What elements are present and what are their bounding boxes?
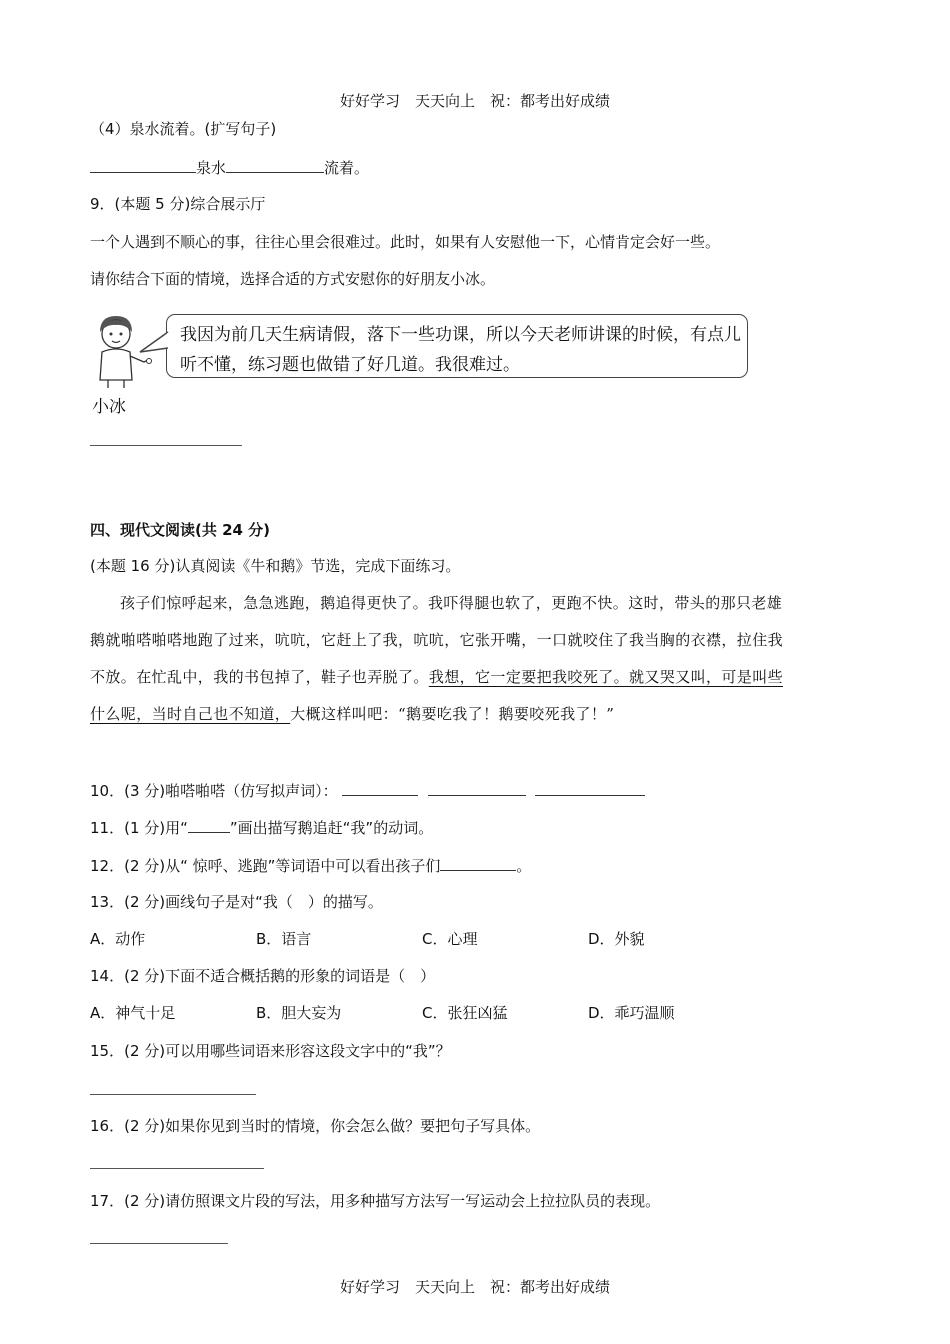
page-footer: 好好学习 天天向上 祝：都考出好成绩 [339, 1278, 610, 1296]
q9-line1: 一个人遇到不顺心的事，往往心里会很难过。此时，如果有人安慰他一下，心情肯定会好一些。 [90, 233, 721, 251]
q8-4-blank-2[interactable] [226, 157, 324, 173]
q13-option-c[interactable]: C．心理 [422, 930, 478, 948]
passage-part1: 孩子们惊呼起来，急急逃跑，鹅追得更快了。我吓得腿也软了，更跑不快。这时，带头的那只老雄鹅就啪嗒啪嗒地跑了过来，吭吭，它赶上了我，吭吭，它张开嘴，一口就咬住了我当胸的衣襟，拉住我不放。在忙乱中，我的书包掉了，鞋子也弄脱了。 [90, 594, 784, 686]
q10-text: 10．(3 分)啪嗒啪嗒（仿写拟声词）： [90, 782, 338, 800]
q13-text: 13．(2 分)画线句子是对“我（ ）的描写。 [90, 893, 383, 911]
q14-option-a[interactable]: A．神气十足 [90, 1004, 176, 1022]
q8-4-mid: 泉水 [196, 159, 227, 177]
q11-underline-sample [188, 817, 230, 833]
q17-text: 17．(2 分)请仿照课文片段的写法，用多种描写方法写一写运动会上拉拉队员的表现。 [90, 1192, 661, 1210]
q9-answer-line[interactable] [90, 445, 242, 446]
q8-4-blank-1[interactable] [90, 157, 196, 173]
q8-4-label: （4）泉水流着。(扩写句子) [90, 120, 277, 138]
q13-option-d[interactable]: D．外貌 [588, 930, 645, 948]
reading-passage [90, 585, 795, 733]
q8-4-end: 流着。 [324, 159, 370, 177]
q14-option-b[interactable]: B．胆大妄为 [256, 1004, 342, 1022]
q16-text: 16．(2 分)如果你见到当时的情境，你会怎么做？要把句子写具体。 [90, 1117, 541, 1135]
q15-text: 15．(2 分)可以用哪些词语来形容这段文字中的“我”？ [90, 1042, 451, 1060]
q9-title: 9．(本题 5 分)综合展示厅 [90, 195, 266, 213]
q17-answer-line[interactable] [90, 1243, 228, 1244]
q12-text-a: 12．(2 分)从“ 惊呼、逃跑”等词语中可以看出孩子们 [90, 857, 441, 875]
q14-option-d[interactable]: D．乖巧温顺 [588, 1004, 675, 1022]
q12-blank[interactable] [440, 855, 516, 871]
section4-intro: (本题 16 分)认真阅读《牛和鹅》节选，完成下面练习。 [90, 557, 461, 575]
q10-line [90, 780, 645, 801]
bubble-text: 我因为前几天生病请假，落下一些功课，所以今天老师讲课的时候，有点儿听不懂，练习题也做错了好几道。我很难过。 [180, 325, 741, 375]
q11-line [90, 817, 433, 838]
q14-text: 14．(2 分)下面不适合概括鹅的形象的词语是（ ） [90, 967, 436, 985]
q12-line [90, 855, 531, 876]
bubble-tail [138, 330, 170, 356]
underlined-sentence: 我想，它一定要把我咬死了。就又哭又叫，可是叫些什么呢，当时自己也不知道， [90, 668, 784, 723]
q14-option-c[interactable]: C．张狂凶猛 [422, 1004, 508, 1022]
q13-option-a[interactable]: A．动作 [90, 930, 146, 948]
passage-part2: 大概这样叫吧：“鹅要吃我了！鹅要咬死我了！” [290, 705, 615, 723]
q13-option-b[interactable]: B．语言 [256, 930, 312, 948]
page-header: 好好学习 天天向上 祝：都考出好成绩 [339, 92, 610, 110]
character-name: 小冰 [92, 397, 126, 417]
q15-answer-line[interactable] [90, 1094, 256, 1095]
q10-blank-3[interactable] [535, 780, 645, 796]
q16-answer-line[interactable] [90, 1168, 264, 1169]
q12-text-b: 。 [516, 857, 532, 875]
q9-line2: 请你结合下面的情境，选择合适的方式安慰你的好朋友小冰。 [90, 270, 496, 288]
q11-text-a: 11．(1 分)用“ [90, 819, 188, 837]
q10-blank-2[interactable] [428, 780, 526, 796]
q10-blank-1[interactable] [342, 780, 418, 796]
q8-4-fill-line [90, 157, 369, 178]
q11-text-b: ”画出描写鹅追赶“我”的动词。 [229, 819, 434, 837]
section4-title: 四、现代文阅读(共 24 分) [90, 521, 271, 539]
